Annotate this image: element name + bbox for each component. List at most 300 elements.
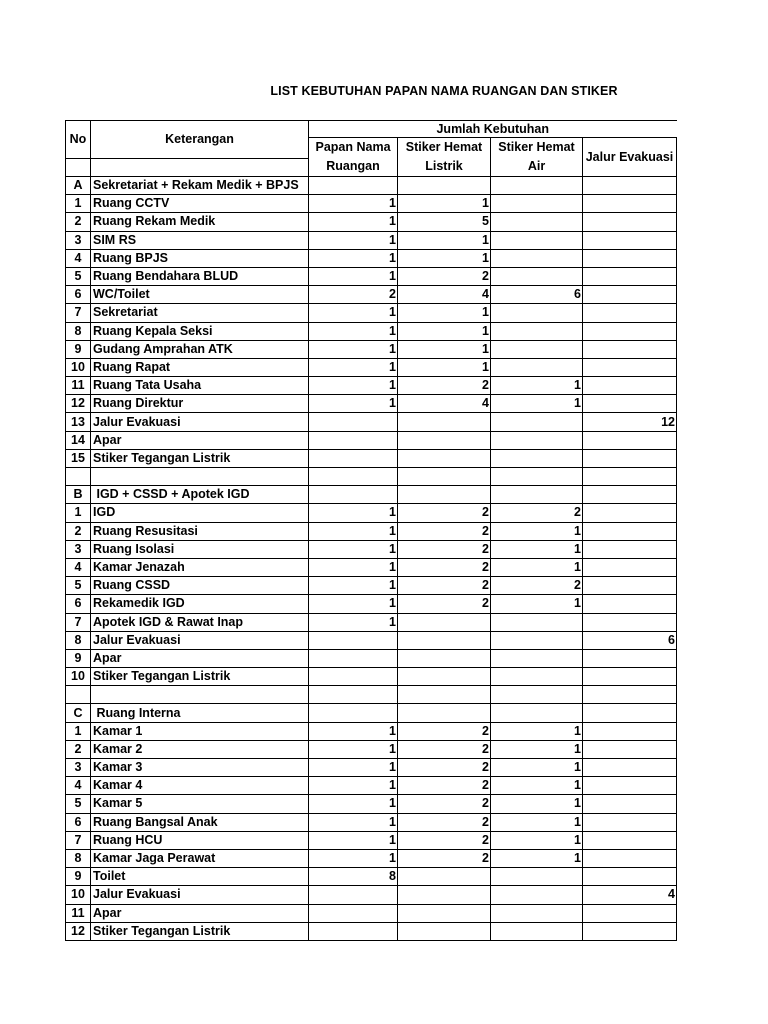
row-keterangan: Ruang CSSD <box>91 577 309 595</box>
row-number: 10 <box>66 668 91 686</box>
row-keterangan: Kamar 3 <box>91 759 309 777</box>
table-row <box>66 668 677 686</box>
row-keterangan: Kamar Jaga Perawat <box>91 849 309 867</box>
papan-nama-value: 1 <box>309 831 398 849</box>
table-row <box>66 504 677 522</box>
stiker-air-value <box>491 304 583 322</box>
table-row <box>66 358 677 376</box>
jalur-evakuasi-value <box>583 740 677 758</box>
papan-nama-value: 1 <box>309 558 398 576</box>
papan-nama-value: 1 <box>309 613 398 631</box>
papan-nama-value <box>309 904 398 922</box>
blank-cell <box>66 686 91 704</box>
row-number: 8 <box>66 631 91 649</box>
stiker-air-value <box>491 267 583 285</box>
section-cell <box>583 177 677 195</box>
row-keterangan: Apotek IGD & Rawat Inap <box>91 613 309 631</box>
papan-nama-value: 1 <box>309 358 398 376</box>
stiker-listrik-value <box>398 413 491 431</box>
row-number: 9 <box>66 868 91 886</box>
kebutuhan-table <box>65 120 677 941</box>
row-number: 3 <box>66 759 91 777</box>
papan-nama-value <box>309 649 398 667</box>
blank-row <box>66 686 677 704</box>
stiker-air-value <box>491 649 583 667</box>
section-title: IGD + CSSD + Apotek IGD <box>91 486 309 504</box>
row-number: 6 <box>66 286 91 304</box>
section-cell <box>309 177 398 195</box>
section-cell <box>398 177 491 195</box>
table-row <box>66 795 677 813</box>
jalur-evakuasi-value <box>583 540 677 558</box>
stiker-air-value: 1 <box>491 595 583 613</box>
stiker-air-value <box>491 249 583 267</box>
row-number: 5 <box>66 795 91 813</box>
jalur-evakuasi-value <box>583 722 677 740</box>
papan-nama-value <box>309 431 398 449</box>
stiker-listrik-value <box>398 886 491 904</box>
table-row <box>66 649 677 667</box>
stiker-listrik-value <box>398 922 491 940</box>
stiker-listrik-value: 1 <box>398 340 491 358</box>
table-row <box>66 395 677 413</box>
section-letter: A <box>66 177 91 195</box>
papan-nama-value: 1 <box>309 377 398 395</box>
table-row <box>66 904 677 922</box>
row-number: 5 <box>66 267 91 285</box>
jalur-evakuasi-value <box>583 922 677 940</box>
row-keterangan: Stiker Tegangan Listrik <box>91 922 309 940</box>
stiker-air-value <box>491 213 583 231</box>
table-row <box>66 740 677 758</box>
section-cell <box>309 704 398 722</box>
header-no-spacer <box>66 158 91 176</box>
row-keterangan: Jalur Evakuasi <box>91 886 309 904</box>
header-stiker-air: Stiker Hemat Air <box>491 138 583 177</box>
jalur-evakuasi-value <box>583 649 677 667</box>
row-keterangan: Apar <box>91 431 309 449</box>
jalur-evakuasi-value <box>583 395 677 413</box>
stiker-air-value: 2 <box>491 577 583 595</box>
table-row <box>66 813 677 831</box>
row-number: 14 <box>66 431 91 449</box>
stiker-air-value <box>491 358 583 376</box>
stiker-listrik-value: 4 <box>398 286 491 304</box>
row-keterangan: Stiker Tegangan Listrik <box>91 668 309 686</box>
table-row <box>66 249 677 267</box>
jalur-evakuasi-value <box>583 231 677 249</box>
row-keterangan: Ruang Rekam Medik <box>91 213 309 231</box>
papan-nama-value: 1 <box>309 304 398 322</box>
table-row <box>66 577 677 595</box>
stiker-listrik-value <box>398 649 491 667</box>
stiker-air-value: 1 <box>491 759 583 777</box>
stiker-listrik-value <box>398 868 491 886</box>
row-keterangan: Ruang HCU <box>91 831 309 849</box>
section-row <box>66 177 677 195</box>
papan-nama-value <box>309 668 398 686</box>
papan-nama-value: 1 <box>309 740 398 758</box>
jalur-evakuasi-value <box>583 304 677 322</box>
jalur-evakuasi-value <box>583 904 677 922</box>
papan-nama-value: 1 <box>309 849 398 867</box>
table-row <box>66 286 677 304</box>
stiker-air-value: 1 <box>491 395 583 413</box>
stiker-air-value: 1 <box>491 849 583 867</box>
section-cell <box>398 486 491 504</box>
row-keterangan: Sekretariat <box>91 304 309 322</box>
table-row <box>66 831 677 849</box>
stiker-air-value: 1 <box>491 831 583 849</box>
stiker-listrik-value: 2 <box>398 577 491 595</box>
row-keterangan: Apar <box>91 649 309 667</box>
stiker-listrik-value: 2 <box>398 831 491 849</box>
papan-nama-value: 1 <box>309 322 398 340</box>
papan-nama-value: 1 <box>309 577 398 595</box>
row-number: 11 <box>66 377 91 395</box>
stiker-air-value: 1 <box>491 722 583 740</box>
jalur-evakuasi-value <box>583 595 677 613</box>
stiker-listrik-value: 2 <box>398 267 491 285</box>
stiker-listrik-value: 1 <box>398 195 491 213</box>
header-keterangan: Keterangan <box>91 121 309 159</box>
jalur-evakuasi-value <box>583 504 677 522</box>
jalur-evakuasi-value <box>583 449 677 467</box>
header-papan-nama: Papan Nama Ruangan <box>309 138 398 177</box>
stiker-listrik-value: 5 <box>398 213 491 231</box>
section-cell <box>491 177 583 195</box>
stiker-listrik-value: 2 <box>398 522 491 540</box>
papan-nama-value: 1 <box>309 340 398 358</box>
blank-cell <box>398 468 491 486</box>
row-keterangan: Ruang Bendahara BLUD <box>91 267 309 285</box>
row-keterangan: Kamar 1 <box>91 722 309 740</box>
papan-nama-value <box>309 886 398 904</box>
jalur-evakuasi-value <box>583 849 677 867</box>
row-number: 1 <box>66 195 91 213</box>
jalur-evakuasi-value <box>583 777 677 795</box>
stiker-air-value <box>491 322 583 340</box>
jalur-evakuasi-value <box>583 431 677 449</box>
section-cell <box>583 486 677 504</box>
table-row <box>66 195 677 213</box>
papan-nama-value: 1 <box>309 231 398 249</box>
row-keterangan: WC/Toilet <box>91 286 309 304</box>
papan-nama-value: 8 <box>309 868 398 886</box>
row-number: 7 <box>66 831 91 849</box>
table-row <box>66 213 677 231</box>
blank-cell <box>491 686 583 704</box>
stiker-air-value <box>491 868 583 886</box>
papan-nama-value: 1 <box>309 395 398 413</box>
papan-nama-value <box>309 922 398 940</box>
papan-nama-value: 1 <box>309 249 398 267</box>
table-row <box>66 231 677 249</box>
stiker-air-value <box>491 668 583 686</box>
row-number: 2 <box>66 522 91 540</box>
section-cell <box>491 486 583 504</box>
row-keterangan: Rekamedik IGD <box>91 595 309 613</box>
blank-row <box>66 468 677 486</box>
table-row <box>66 413 677 431</box>
stiker-listrik-value: 2 <box>398 777 491 795</box>
stiker-air-value: 1 <box>491 558 583 576</box>
papan-nama-value: 1 <box>309 595 398 613</box>
row-keterangan: IGD <box>91 504 309 522</box>
section-letter: B <box>66 486 91 504</box>
row-keterangan: Ruang Resusitasi <box>91 522 309 540</box>
jalur-evakuasi-value <box>583 213 677 231</box>
table-row <box>66 540 677 558</box>
row-keterangan: Apar <box>91 904 309 922</box>
jalur-evakuasi-value <box>583 868 677 886</box>
jalur-evakuasi-value: 4 <box>583 886 677 904</box>
row-keterangan: Ruang Isolasi <box>91 540 309 558</box>
stiker-listrik-value: 1 <box>398 358 491 376</box>
stiker-air-value: 1 <box>491 795 583 813</box>
stiker-listrik-value <box>398 904 491 922</box>
papan-nama-value: 1 <box>309 540 398 558</box>
jalur-evakuasi-value <box>583 577 677 595</box>
stiker-air-value <box>491 413 583 431</box>
row-number: 15 <box>66 449 91 467</box>
table-row <box>66 522 677 540</box>
row-number: 6 <box>66 813 91 831</box>
stiker-air-value <box>491 922 583 940</box>
row-number: 4 <box>66 777 91 795</box>
row-keterangan: Kamar 2 <box>91 740 309 758</box>
table-row <box>66 431 677 449</box>
jalur-evakuasi-value <box>583 668 677 686</box>
jalur-evakuasi-value: 12 <box>583 413 677 431</box>
table-row <box>66 922 677 940</box>
table-row <box>66 322 677 340</box>
section-cell <box>491 704 583 722</box>
stiker-air-value: 1 <box>491 777 583 795</box>
stiker-listrik-value: 1 <box>398 231 491 249</box>
blank-cell <box>583 468 677 486</box>
table-row <box>66 304 677 322</box>
row-number: 3 <box>66 231 91 249</box>
row-number: 9 <box>66 340 91 358</box>
row-number: 12 <box>66 395 91 413</box>
table-row <box>66 849 677 867</box>
stiker-listrik-value: 2 <box>398 377 491 395</box>
row-keterangan: Ruang CCTV <box>91 195 309 213</box>
document-title: LIST KEBUTUHAN PAPAN NAMA RUANGAN DAN STIKER <box>270 84 618 98</box>
papan-nama-value <box>309 413 398 431</box>
row-number: 7 <box>66 613 91 631</box>
jalur-evakuasi-value <box>583 322 677 340</box>
stiker-air-value <box>491 904 583 922</box>
header-stiker-listrik: Stiker Hemat Listrik <box>398 138 491 177</box>
stiker-air-value <box>491 231 583 249</box>
papan-nama-value: 1 <box>309 795 398 813</box>
table-row <box>66 449 677 467</box>
stiker-listrik-value: 2 <box>398 740 491 758</box>
row-keterangan: Ruang Bangsal Anak <box>91 813 309 831</box>
blank-cell <box>398 686 491 704</box>
stiker-listrik-value <box>398 431 491 449</box>
section-row <box>66 486 677 504</box>
stiker-listrik-value: 2 <box>398 759 491 777</box>
stiker-listrik-value <box>398 613 491 631</box>
row-keterangan: Stiker Tegangan Listrik <box>91 449 309 467</box>
stiker-listrik-value: 1 <box>398 249 491 267</box>
stiker-listrik-value: 4 <box>398 395 491 413</box>
jalur-evakuasi-value <box>583 286 677 304</box>
blank-cell <box>309 468 398 486</box>
papan-nama-value: 1 <box>309 777 398 795</box>
row-number: 2 <box>66 213 91 231</box>
stiker-air-value <box>491 431 583 449</box>
jalur-evakuasi-value: 6 <box>583 631 677 649</box>
stiker-air-value <box>491 195 583 213</box>
row-number: 4 <box>66 558 91 576</box>
row-number: 7 <box>66 304 91 322</box>
row-number: 13 <box>66 413 91 431</box>
blank-cell <box>66 468 91 486</box>
row-keterangan: Jalur Evakuasi <box>91 631 309 649</box>
row-keterangan: Jalur Evakuasi <box>91 413 309 431</box>
row-keterangan: Toilet <box>91 868 309 886</box>
section-letter: C <box>66 704 91 722</box>
papan-nama-value: 1 <box>309 267 398 285</box>
stiker-listrik-value: 2 <box>398 540 491 558</box>
blank-cell <box>583 686 677 704</box>
stiker-listrik-value: 2 <box>398 795 491 813</box>
row-number: 2 <box>66 740 91 758</box>
stiker-listrik-value: 2 <box>398 722 491 740</box>
row-number: 1 <box>66 722 91 740</box>
row-keterangan: Ruang Kepala Seksi <box>91 322 309 340</box>
row-number: 4 <box>66 249 91 267</box>
stiker-listrik-value: 2 <box>398 504 491 522</box>
jalur-evakuasi-value <box>583 795 677 813</box>
table-row <box>66 722 677 740</box>
row-number: 8 <box>66 322 91 340</box>
section-cell <box>309 486 398 504</box>
papan-nama-value: 1 <box>309 722 398 740</box>
papan-nama-value: 2 <box>309 286 398 304</box>
papan-nama-value: 1 <box>309 759 398 777</box>
row-keterangan: SIM RS <box>91 231 309 249</box>
jalur-evakuasi-value <box>583 522 677 540</box>
stiker-air-value: 1 <box>491 522 583 540</box>
blank-cell <box>91 686 309 704</box>
jalur-evakuasi-value <box>583 358 677 376</box>
row-number: 8 <box>66 849 91 867</box>
stiker-air-value <box>491 886 583 904</box>
jalur-evakuasi-value <box>583 377 677 395</box>
stiker-listrik-value: 2 <box>398 849 491 867</box>
row-keterangan: Ruang Rapat <box>91 358 309 376</box>
row-keterangan: Ruang Direktur <box>91 395 309 413</box>
jalur-evakuasi-value <box>583 831 677 849</box>
stiker-air-value: 1 <box>491 377 583 395</box>
table-row <box>66 267 677 285</box>
papan-nama-value <box>309 631 398 649</box>
stiker-listrik-value <box>398 631 491 649</box>
jalur-evakuasi-value <box>583 558 677 576</box>
table-row <box>66 777 677 795</box>
table-row <box>66 377 677 395</box>
papan-nama-value: 1 <box>309 813 398 831</box>
table-row <box>66 886 677 904</box>
table-row <box>66 340 677 358</box>
table-row <box>66 595 677 613</box>
jalur-evakuasi-value <box>583 249 677 267</box>
jalur-evakuasi-value <box>583 759 677 777</box>
blank-cell <box>491 468 583 486</box>
row-keterangan: Gudang Amprahan ATK <box>91 340 309 358</box>
stiker-air-value <box>491 613 583 631</box>
table-row <box>66 759 677 777</box>
table-row <box>66 631 677 649</box>
header-no: No <box>66 121 91 159</box>
row-keterangan: Ruang BPJS <box>91 249 309 267</box>
table-row <box>66 868 677 886</box>
stiker-listrik-value <box>398 668 491 686</box>
stiker-listrik-value <box>398 449 491 467</box>
header-jalur-evakuasi: Jalur Evakuasi <box>583 138 677 177</box>
stiker-air-value <box>491 340 583 358</box>
jalur-evakuasi-value <box>583 613 677 631</box>
section-cell <box>398 704 491 722</box>
stiker-listrik-value: 1 <box>398 322 491 340</box>
table-row <box>66 558 677 576</box>
row-number: 5 <box>66 577 91 595</box>
row-number: 6 <box>66 595 91 613</box>
header-jumlah-kebutuhan: Jumlah Kebutuhan <box>309 121 677 138</box>
row-keterangan: Ruang Tata Usaha <box>91 377 309 395</box>
row-number: 3 <box>66 540 91 558</box>
jalur-evakuasi-value <box>583 813 677 831</box>
papan-nama-value: 1 <box>309 195 398 213</box>
row-number: 12 <box>66 922 91 940</box>
jalur-evakuasi-value <box>583 195 677 213</box>
table-row <box>66 613 677 631</box>
row-number: 11 <box>66 904 91 922</box>
row-keterangan: Kamar 4 <box>91 777 309 795</box>
stiker-air-value: 1 <box>491 740 583 758</box>
jalur-evakuasi-value <box>583 267 677 285</box>
row-keterangan: Kamar 5 <box>91 795 309 813</box>
row-number: 10 <box>66 886 91 904</box>
stiker-listrik-value: 2 <box>398 813 491 831</box>
section-cell <box>583 704 677 722</box>
stiker-air-value: 1 <box>491 540 583 558</box>
blank-cell <box>91 468 309 486</box>
row-keterangan: Kamar Jenazah <box>91 558 309 576</box>
papan-nama-value: 1 <box>309 213 398 231</box>
stiker-listrik-value: 1 <box>398 304 491 322</box>
stiker-air-value <box>491 631 583 649</box>
stiker-air-value: 1 <box>491 813 583 831</box>
row-number: 9 <box>66 649 91 667</box>
papan-nama-value: 1 <box>309 522 398 540</box>
papan-nama-value <box>309 449 398 467</box>
row-number: 1 <box>66 504 91 522</box>
blank-cell <box>309 686 398 704</box>
section-title: Sekretariat + Rekam Medik + BPJS <box>91 177 309 195</box>
stiker-air-value: 2 <box>491 504 583 522</box>
section-title: Ruang Interna <box>91 704 309 722</box>
header-keterangan-spacer <box>91 158 309 176</box>
stiker-listrik-value: 2 <box>398 595 491 613</box>
jalur-evakuasi-value <box>583 340 677 358</box>
stiker-listrik-value: 2 <box>398 558 491 576</box>
